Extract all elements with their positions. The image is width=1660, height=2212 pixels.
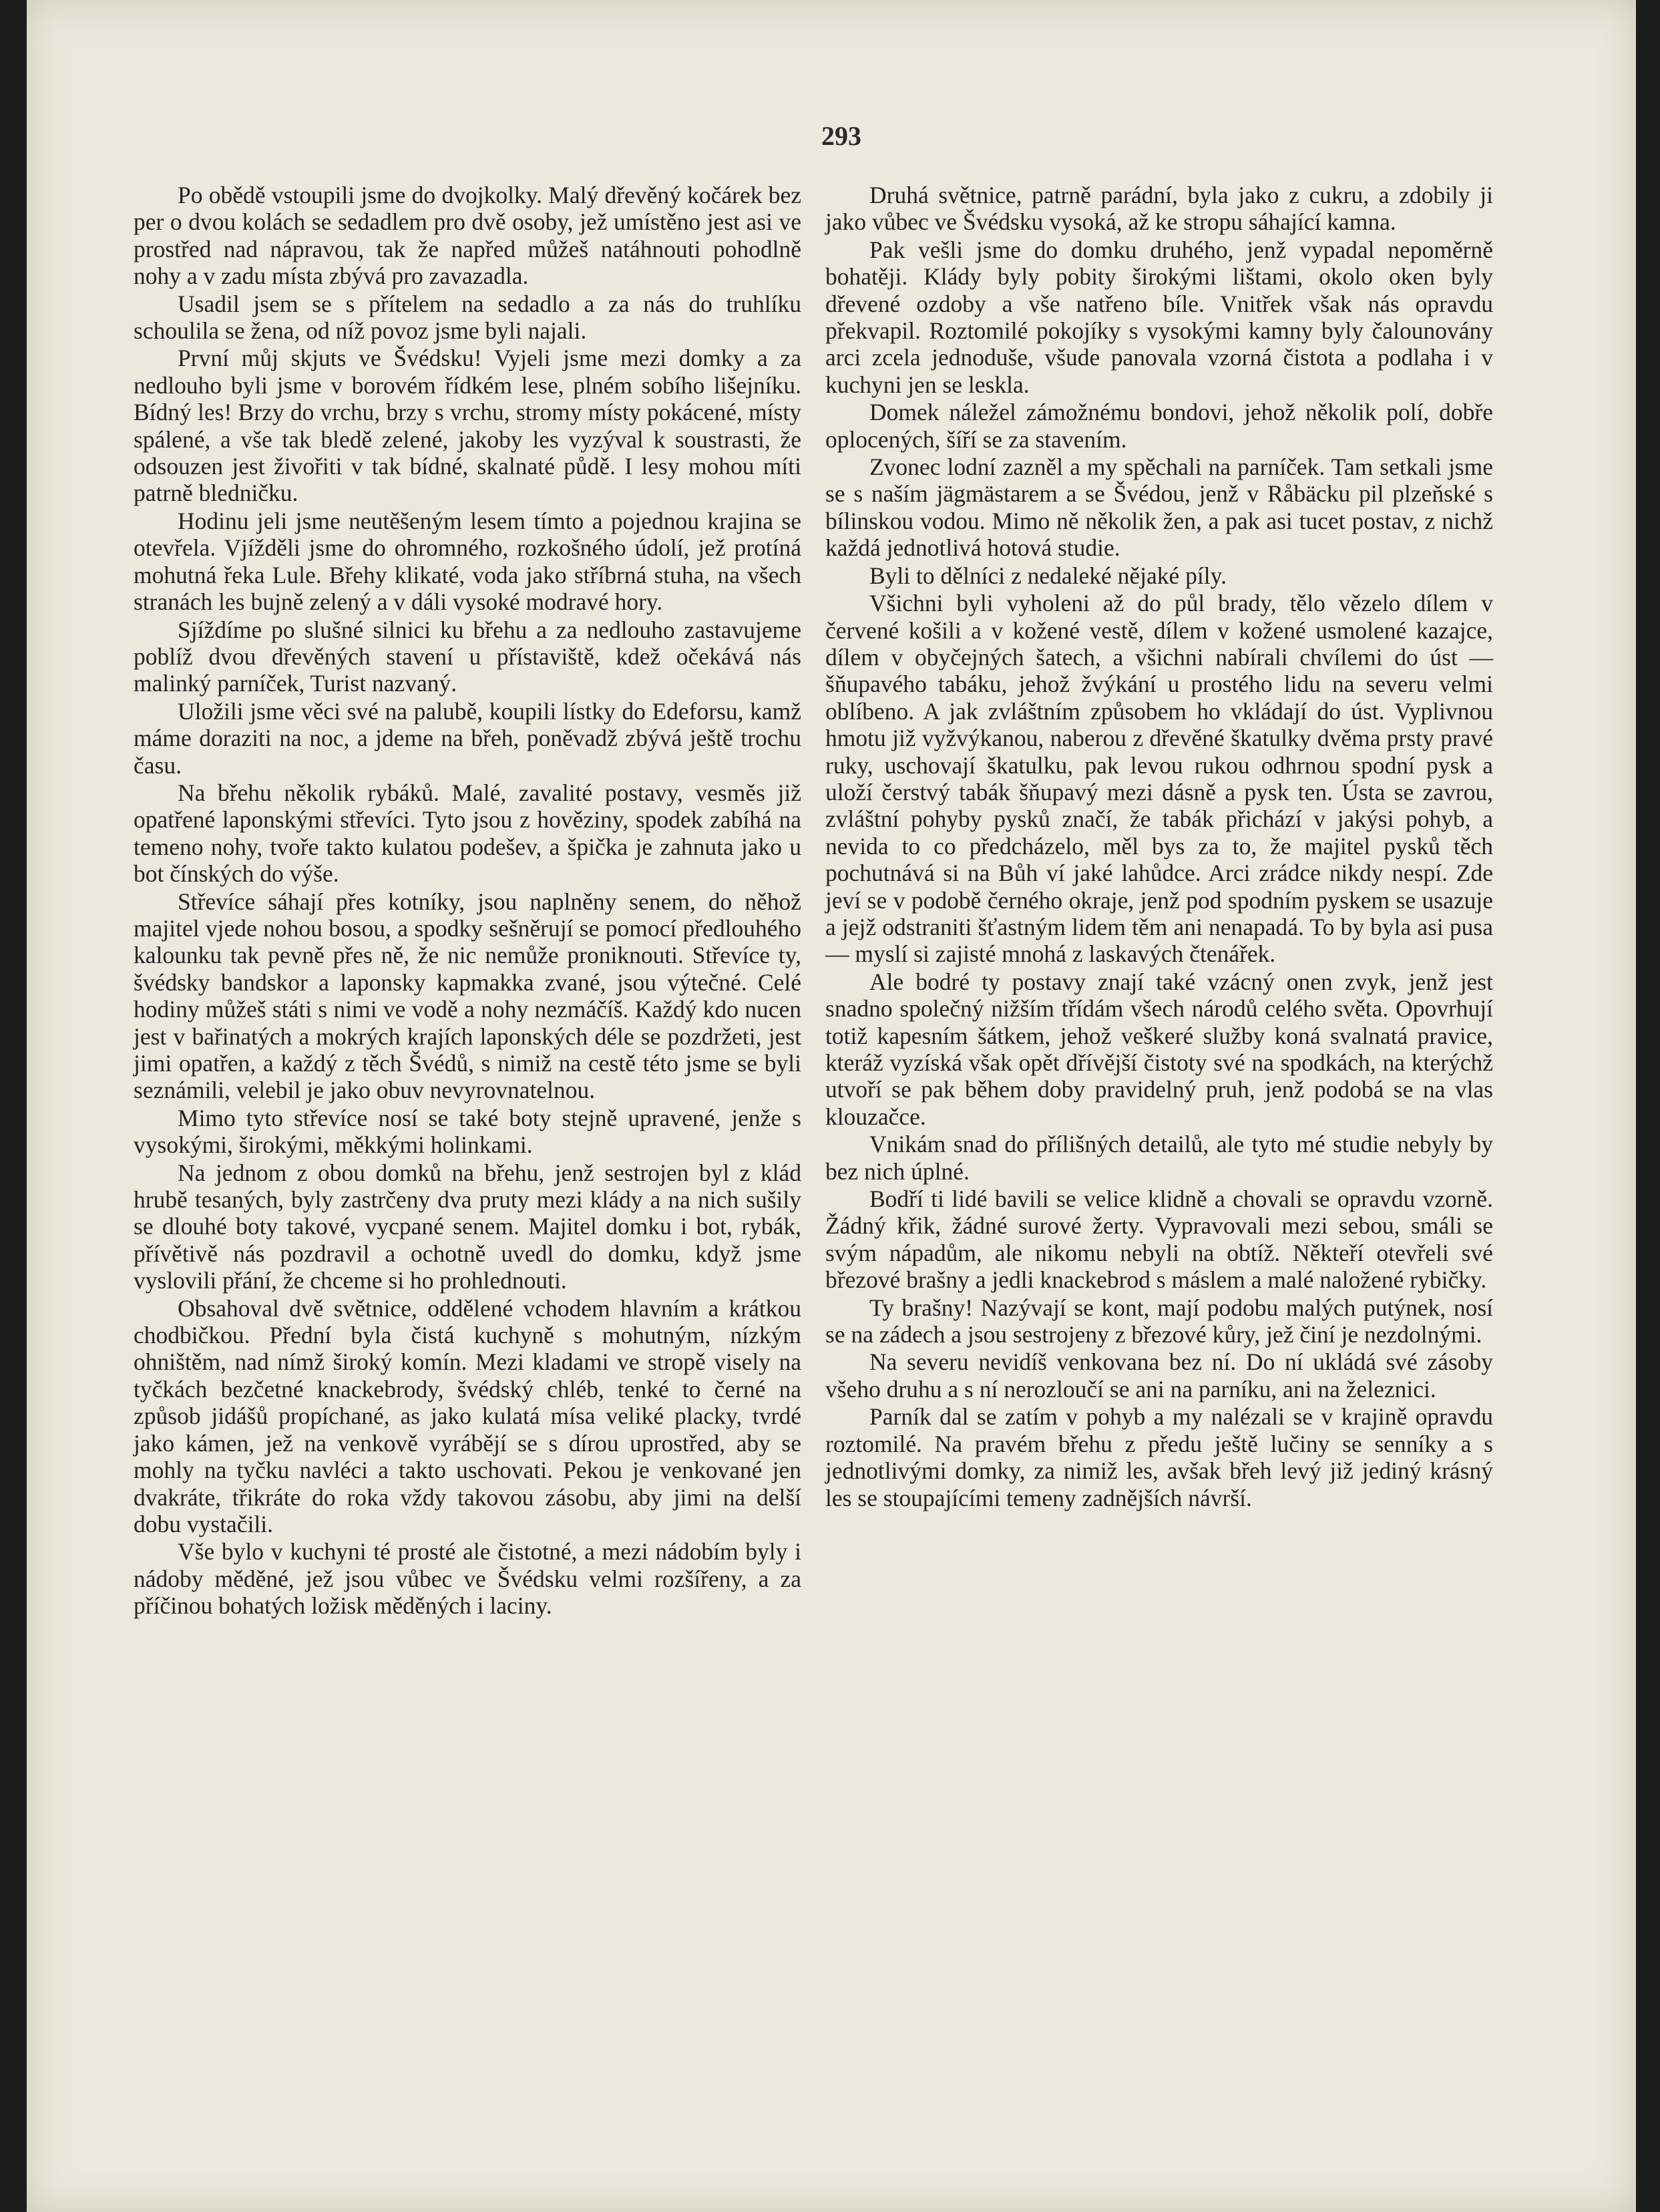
- paragraph: Hodinu jeli jsme neutěšeným lesem tímto a pojednou krajina se otevřela. Vjížděli jsme do ohromného, rozkošného údolí, jež protíná mohutná řeka Lule. Břehy klikaté, voda jako stříbrná stuha, na všech stranách les bujně zelený a v dáli vysoké modravé hory.: [134, 507, 801, 616]
- book-page: [27, 0, 1636, 2212]
- left-column: [134, 182, 801, 1620]
- paragraph: Sjíždíme po slušné silnici ku břehu a za nedlouho zastavujeme poblíž dvou dřevěných stavení u přístaviště, kdež očekává nás malinký parníček, Turist nazvaný.: [134, 616, 801, 697]
- paragraph: Byli to dělníci z nedaleké nějaké píly.: [869, 562, 1227, 589]
- paragraph: Vnikám snad do přílišných detailů, ale tyto mé studie nebyly by bez nich úplné.: [825, 1131, 1493, 1185]
- paragraph: Mimo tyto střevíce nosí se také boty stejně upravené, jenže s vysokými, širokými, měkkými holinkami.: [134, 1104, 801, 1159]
- paragraph: Pak vešli jsme do domku druhého, jenž vypadal nepoměrně bohatěji. Klády byly pobity širokými lištami, okolo oken byly dřevené ozdoby a vše natřeno bíle. Vnitřek však nás opravdu překvapil. Roztomilé pokojíky s vysokými kamny byly čalounovány arci zcela jednoduše, všude panovala vzorná čistota a podlaha i v kuchyni jen se leskla.: [825, 236, 1493, 398]
- paragraph: Ale bodré ty postavy znají také vzácný onen zvyk, jenž jest snadno společný nižším třídám všech národů celého světa. Opovrhují totiž kapesním šátkem, jehož veškeré služby koná svalnatá pravice, kteráž vyzíská však opět dřívější čistoty své na spodkách, na kterýchž utvoří se pak během doby pravidelný pruh, jenž podobá se na vlas klouzačce.: [825, 968, 1493, 1130]
- paragraph: Obsahoval dvě světnice, oddělené vchodem hlavním a krátkou chodbičkou. Přední byla čistá kuchyně s mohutným, nízkým ohništěm, nad nímž široký komín. Mezi kladami ve stropě visely na tyčkách bezčetné knackebrody, švédský chléb, tenké to černé na způsob jidášů propíchané, as jako kulatá mísa veliké placky, tvrdé jako kámen, jež na venkově vyrábějí se s dírou uprostřed, aby se mohly na tyčku navléci a takto uschovati. Pekou je venkované jen dvakráte, třikráte do roka vždy takovou zásobu, aby jimi na delší dobu vystačili.: [134, 1294, 801, 1537]
- paragraph: Druhá světnice, patrně parádní, byla jako z cukru, a zdobily ji jako vůbec ve Švédsku vysoká, až ke stropu sáhající kamna.: [825, 182, 1493, 236]
- paragraph: Bodří ti lidé bavili se velice klidně a chovali se opravdu vzorně. Žádný křik, žádné surové žerty. Vypravovali mezi sebou, smáli se svým nápadům, ale nikomu nebyli na obtíž. Někteří otevřeli své březové brašny a jedli knackebrod s máslem a malé naložené rybičky.: [825, 1185, 1493, 1294]
- paragraph: Usadil jsem se s přítelem na sedadlo a za nás do truhlíku schoulila se žena, od níž povoz jsme byli najali.: [134, 290, 801, 345]
- page-number: 293: [821, 121, 861, 151]
- paragraph: Uložili jsme věci své na palubě, koupili lístky do Edeforsu, kamž máme doraziti na noc, a jdeme na břeh, poněvadž zbývá ještě trochu času.: [134, 697, 801, 779]
- paragraph: Zvonec lodní zazněl a my spěchali na parníček. Tam setkali jsme se s naším jägmästarem a se Švédou, jenž v Råbäcku pil plzeňské s bílinskou vodou. Mimo ně několik žen, a pak asi tucet postav, z nichž každá jednotlivá hotová studie.: [825, 453, 1493, 562]
- paragraph: Vše bylo v kuchyni té prosté ale čistotné, a mezi nádobím byly i nádoby měděné, jež jsou vůbec ve Švédsku velmi rozšířeny, a za příčinou bohatých ložisk měděných i laciny.: [134, 1538, 801, 1620]
- paragraph: Parník dal se zatím v pohyb a my nalézali se v krajině opravdu roztomilé. Na pravém břehu z předu ještě lučiny se senníky a s jednotlivými domky, za nimiž les, avšak břeh levý již jediný krásný les se stoupajícími temeny zadnějších návrší.: [825, 1403, 1493, 1511]
- paragraph: Na severu nevidíš venkovana bez ní. Do ní ukládá své zásoby všeho druhu a s ní nerozloučí se ani na parníku, ani na železnici.: [825, 1348, 1493, 1403]
- paragraph: Domek náležel zámožnému bondovi, jehož několik polí, dobře oplocených, šíří se za stavením.: [825, 399, 1493, 453]
- paragraph: Na jednom z obou domků na břehu, jenž sestrojen byl z klád hrubě tesaných, byly zastrčeny dva pruty mezi klády a na nich sušily se dlouhé boty takové, vycpané senem. Majitel domku i bot, rybák, přívětivě nás pozdravil a ochotně uvedl do domku, když jsme vyslovili přání, že chceme si ho prohlednouti.: [134, 1159, 801, 1294]
- paragraph: Po obědě vstoupili jsme do dvojkolky. Malý dřevěný kočárek bez per o dvou kolách se sedadlem pro dvě osoby, jež umístěno jest asi ve prostřed nad nápravou, tak že napřed můžeš natáhnouti pohodlně nohy a v zadu místa zbývá pro zavazadla.: [134, 182, 801, 290]
- right-column: [825, 182, 1493, 1512]
- paragraph: Ty brašny! Nazývají se kont, mají podobu malých putýnek, nosí se na zádech a jsou sestrojeny z březové kůry, jež činí je nezdolnými.: [825, 1294, 1493, 1348]
- paragraph: První můj skjuts ve Švédsku! Vyjeli jsme mezi domky a za nedlouho byli jsme v borovém řídkém lese, plném sobího lišejníku. Bídný les! Brzy do vrchu, brzy s vrchu, stromy místy pokácené, místy spálené, a vše tak bledě zelené, jakoby les vyzýval k soustrasti, že odsouzen jest živořiti v tak bídné, skalnaté půdě. I lesy mohou míti patrně bledničku.: [134, 345, 801, 507]
- paragraph: Všichni byli vyholeni až do půl brady, tělo vězelo dílem v červené košili a v kožené vestě, dílem v kožené usmolené kazajce, dílem v obyčejných šatech, a všichni nabírali chvílemi do úst — šňupavého tabáku, jehož žvýkání u prostého lidu na severu velmi oblíbeno. A jak zvláštním způsobem ho vkládají do úst. Vyplivnou hmotu již vyžvýkanou, naberou z dřevěné škatulky dvěma prsty pravé ruky, uschovají škatulku, pak levou rukou odhrnou spodní pysk a uloží čerstvý tabák šňupavý mezi dásně a pysk ten. Ústa se zavrou, zvláštní pohyby pysků značí, že tabák přichází v jakýsi pohyb, a nevida to co předcházelo, měl bys za to, že majitel pysků těch pochutnává si na Bůh ví jaké lahůdce. Arci zrádce nikdy nespí. Zde jeví se v podobě černého okraje, jenž pod spodním pyskem se usazuje a jejž odstraniti šťastným lidem těm ani nenapadá. To by byla asi pusa — myslí si zajisté mnohá z laskavých čtenářek.: [825, 590, 1493, 968]
- paragraph: Na břehu několik rybáků. Malé, zavalité postavy, vesměs již opatřené laponskými střevíci. Tyto jsou z hověziny, spodek zabíhá na temeno nohy, tvoře takto kulatou podešev, a špička je zahnuta jako u bot čínských do výše.: [134, 779, 801, 888]
- paragraph: Střevíce sáhají přes kotníky, jsou naplněny senem, do něhož majitel vjede nohou bosou, a spodky sešněrují se pomocí předlouhého kalounku tak pevně přes ně, že nic nemůže proniknouti. Střevíce ty, švédsky bandskor a laponsky kapmakka zvané, jsou výtečné. Celé hodiny můžeš státi s nimi ve vodě a nohy nezmáčíš. Každý kdo nucen jest v bařinatých a mokrých krajích laponských déle se pozdržeti, jest jimi opatřen, a každý z těch Švédů, s nimiž na cestě této jsme se byli seznámili, velebil je jako obuv nevyrovnatelnou.: [134, 888, 801, 1104]
